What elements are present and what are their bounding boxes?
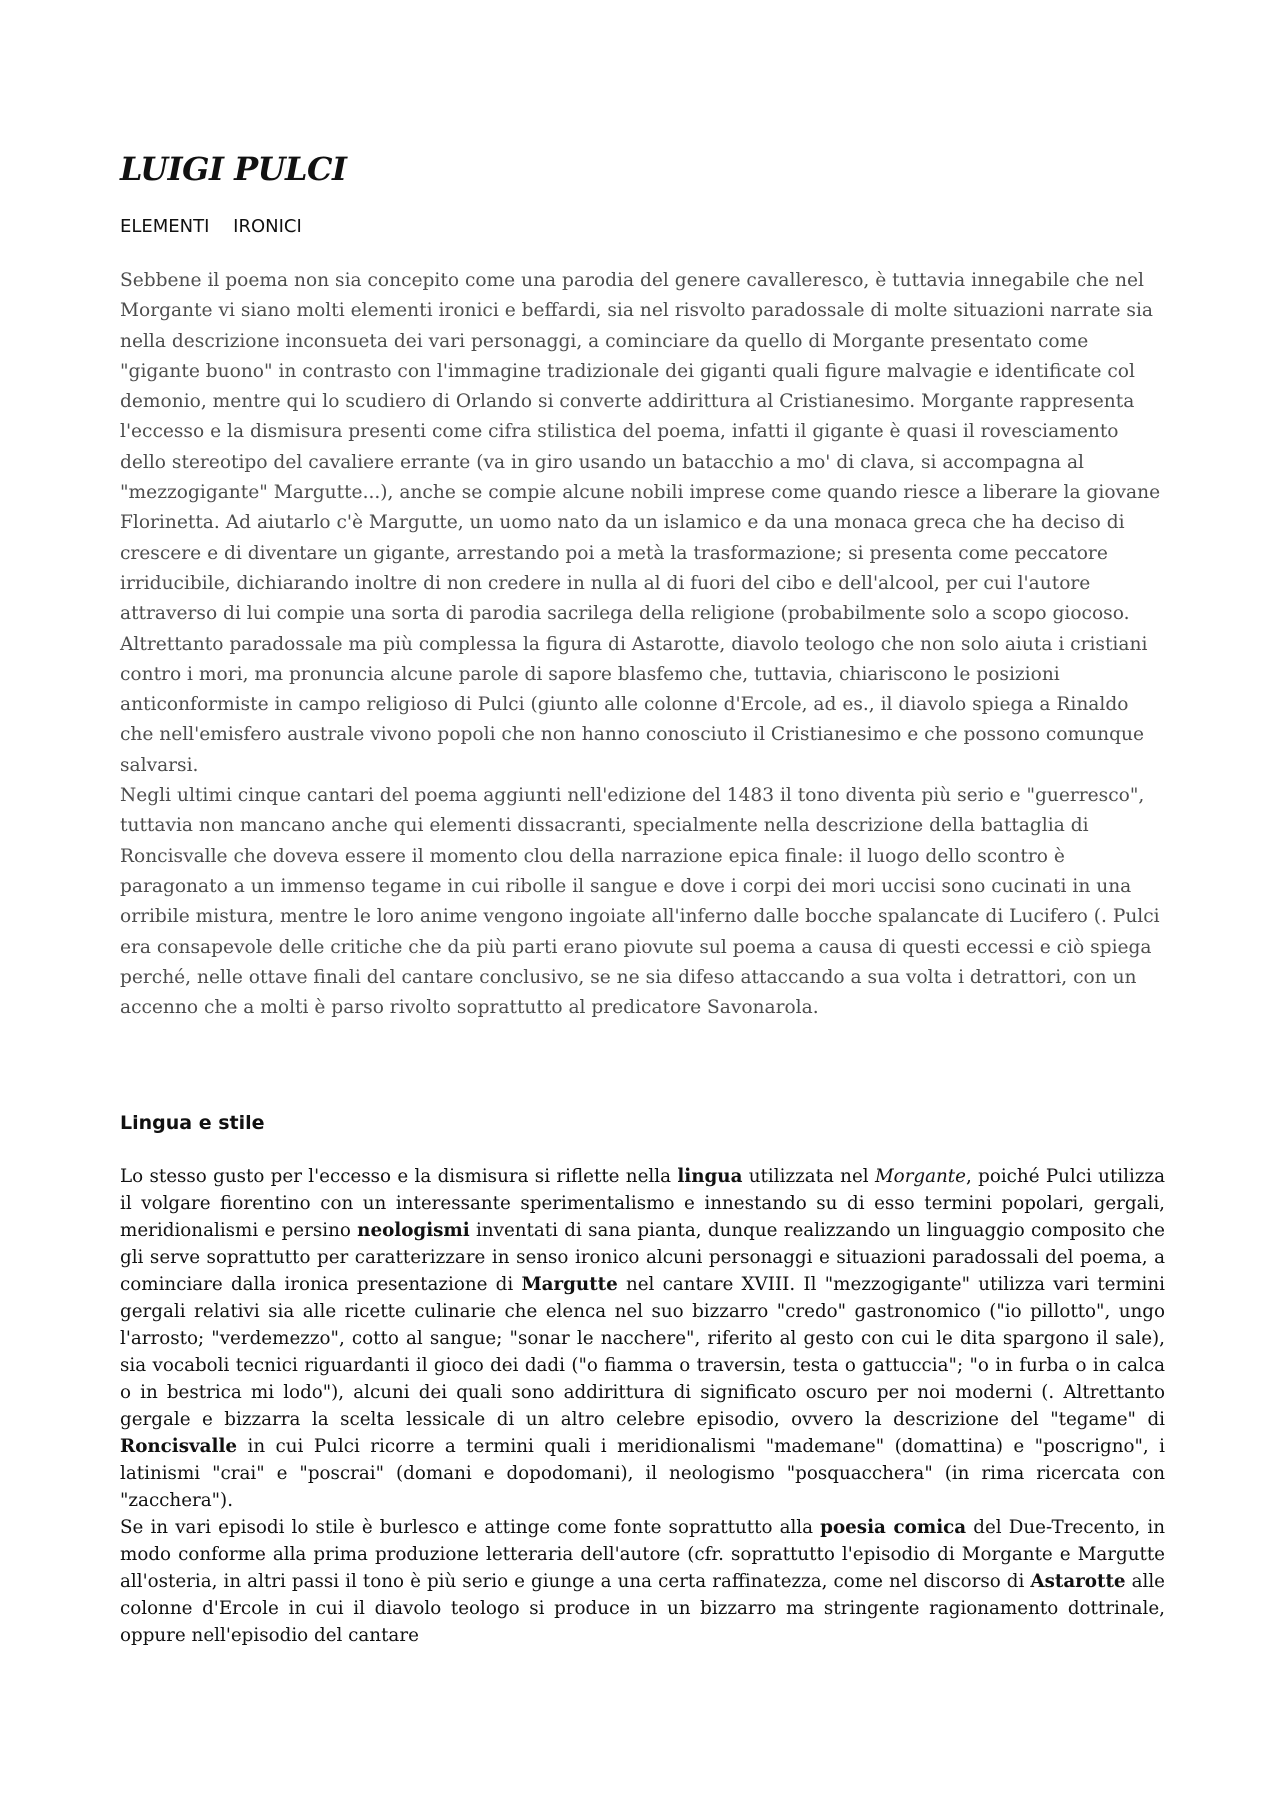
text-run: Lo stesso gusto per l'eccesso e la dismisura si riflette nella [120,1166,678,1187]
lingua-stile-text [120,1163,1165,1649]
bold-term: Roncisvalle [120,1436,238,1457]
text-run: del Due-Trecento, in modo conforme alla prima produzione letteraria dell'autore (cfr. soprattutto l'episodio di Morgante e Margutte all'osteria, in altri passi il tono è più serio e giunge a una certa raffinatezza, come nel discorso di [120,1517,1165,1592]
text-run: alle colonne d'Ercole in cui il diavolo teologo si produce in un bizzarro ma stringente ragionamento dottrinale, oppure nell'episodio del cantare [120,1571,1165,1646]
text-run: utilizzata nel [742,1166,875,1187]
text-run: , poiché Pulci utilizza il volgare fiorentino con un interessante sperimentalismo e innestando su di esso termini popolari, gergali, meridionalismi e persino [120,1166,1166,1241]
section-heading: Lingua e stile [120,1112,265,1134]
bold-term: lingua [677,1166,743,1187]
page-subtitle: ELEMENTI IRONICI [120,216,302,237]
intro-text [120,266,1165,1023]
bold-term: Margutte [521,1274,618,1295]
text-run: Se in vari episodi lo stile è burlesco e attinge come fonte soprattutto alla [120,1517,821,1538]
bold-term: neologismi [357,1220,470,1241]
italic-term: Morgante [874,1166,966,1187]
paragraph: Negli ultimi cinque cantari del poema aggiunti nell'edizione del 1483 il tono diventa più serio e "guerresco", tuttavia non mancano anche qui elementi dissacranti, specialmente nella descrizione della battaglia di Roncisvalle che doveva essere il momento clou della narrazione epica finale: il luogo dello scontro è paragonato a un immenso tegame in cui ribolle il sangue e dove i corpi dei mori uccisi sono cucinati in una orribile mistura, mentre le loro anime vengono ingoiate all'inferno dalle bocche spalancate di Lucifero (. Pulci era consapevole delle critiche che da più parti erano piovute sul poema a causa di questi eccessi e ciò spiega perché, nelle ottave finali del cantare conclusivo, se ne sia difeso attaccando a sua volta i detrattori, con un accenno che a molti è parso rivolto soprattutto al predicatore Savonarola. [120,785,1160,1019]
text-run: nel cantare XVIII. Il "mezzogigante" utilizza vari termini gergali relativi sia alle ricette culinarie che elenca nel suo bizzarro "credo" gastronomico ("io pillotto", ungo l'arrosto; "verdemezzo", cotto al sangue; "sonar le nacchere", riferito al gesto con cui le dita spargono il sale), sia vocaboli tecnici riguardanti il gioco dei dadi ("o fiamma o traversin, testa o gattuccia"; "o in furba o in calca o in bestrica mi lodo"), alcuni dei quali sono addirittura di significato oscuro per noi moderni (. Altrettanto gergale e bizzarra la scelta lessicale di un altro celebre episodio, ovvero la descrizione del "tegame" di [120,1274,1165,1430]
bold-term: poesia comica [820,1517,967,1538]
bold-term: Astarotte [1030,1571,1126,1592]
text-run: in cui Pulci ricorre a termini quali i meridionalismi "mademane" (domattina) e "poscrigno", i latinismi "crai" e "poscrai" (domani e dopodomani), il neologismo "posquacchera" (in rima ricercata con "zacchera"). [120,1436,1165,1511]
page-title: LUIGI PULCI [120,150,347,188]
text-run: inventati di sana pianta, dunque realizzando un linguaggio composito che gli serve soprattutto per caratterizzare in senso ironico alcuni personaggi e situazioni paradossali del poema, a cominciare dalla ironica presentazione di [120,1220,1165,1295]
paragraph: Sebbene il poema non sia concepito come una parodia del genere cavalleresco, è tuttavia innegabile che nel Morgante vi siano molti elementi ironici e beffardi, sia nel risvolto paradossale di molte situazioni narrate sia nella descrizione inconsueta dei vari personaggi, a cominciare da quello di Morgante presentato come "gigante buono" in contrasto con l'immagine tradizionale dei giganti quali figure malvagie e identificate col demonio, mentre qui lo scudiero di Orlando si converte addirittura al Cristianesimo. Morgante rappresenta l'eccesso e la dismisura presenti come cifra stilistica del poema, infatti il gigante è quasi il rovesciamento dello stereotipo del cavaliere errante (va in giro usando un batacchio a mo' di clava, si accompagna al "mezzogigante" Margutte...), anche se compie alcune nobili imprese come quando riesce a liberare la giovane Florinetta. Ad aiutarlo c'è Margutte, un uomo nato da un islamico e da una monaca greca che ha deciso di crescere e di diventare un gigante, arrestando poi a metà la trasformazione; si presenta come peccatore irriducibile, dichiarando inoltre di non credere in nulla al di fuori del cibo e dell'alcool, per cui l'autore attraverso di lui compie una sorta di parodia sacrilega della religione (probabilmente solo a scopo giocoso. Altrettanto paradossale ma più complessa la figura di Astarotte, diavolo teologo che non solo aiuta i cristiani contro i mori, ma pronuncia alcune parole di sapore blasfemo che, tuttavia, chiariscono le posizioni anticonformiste in campo religioso di Pulci (giunto alle colonne d'Ercole, ad es., il diavolo spiega a Rinaldo che nell'emisfero australe vivono popoli che non hanno conosciuto il Cristianesimo e che possono comunque salvarsi. [120,270,1161,776]
